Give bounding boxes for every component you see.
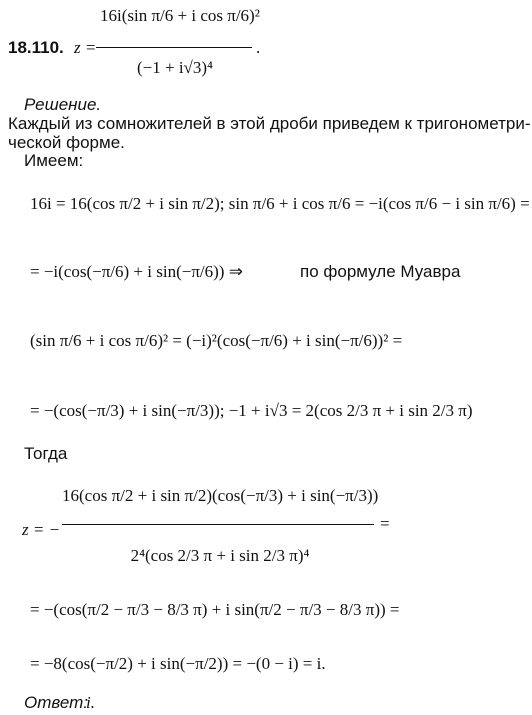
equation-5-fraction-bar — [62, 524, 374, 525]
have-label: Имеем: — [24, 151, 84, 170]
answer-label: Ответ: — [24, 693, 89, 712]
problem-lhs: z = — [74, 38, 97, 57]
intro-line-2: ческой форме. — [8, 133, 125, 152]
problem-numerator: 16i(sin π/6 + i cos π/6)² — [100, 6, 260, 25]
equation-4: = −(cos(−π/3) + i sin(−π/3)); −1 + i√3 = 2(cos 2/3 π + i sin 2/3 π) — [30, 401, 473, 420]
equation-2: = −i(cos(−π/6) + i sin(−π/6)) ⇒ — [30, 262, 243, 281]
equation-5-numerator: 16(cos π/2 + i sin π/2)(cos(−π/3) + i sin(−π/3)) — [62, 486, 379, 505]
answer-value: i. — [86, 693, 95, 712]
equation-3: (sin π/6 + i cos π/6)² = (−i)²(cos(−π/6) + i sin(−π/6))² = — [30, 331, 403, 350]
equation-2-note: по формуле Муавра — [300, 262, 461, 281]
problem-period: . — [256, 38, 261, 57]
intro-line-1: Каждый из сомножителей в этой дроби приведем к тригонометри- — [8, 114, 531, 133]
then-label: Тогда — [24, 444, 68, 463]
equation-7: = −8(cos(−π/2) + i sin(−π/2)) = −(0 − i) = i. — [30, 654, 326, 673]
equation-1: 16i = 16(cos π/2 + i sin π/2); sin π/6 + i cos π/6 = −i(cos π/6 − i sin π/6) = — [30, 194, 530, 213]
equation-6: = −(cos(π/2 − π/3 − 8/3 π) + i sin(π/2 − π/3 − 8/3 π)) = — [30, 600, 400, 619]
equation-5-lhs: z = − — [22, 520, 61, 539]
solution-heading: Решение. — [24, 95, 102, 114]
problem-denominator: (−1 + i√3)⁴ — [137, 58, 213, 77]
problem-number: 18.110. — [8, 38, 64, 57]
equation-5-rhs: = — [380, 514, 390, 533]
equation-5-denominator: 2⁴(cos 2/3 π + i sin 2/3 π)⁴ — [130, 546, 310, 565]
problem-fraction-bar — [96, 47, 252, 48]
